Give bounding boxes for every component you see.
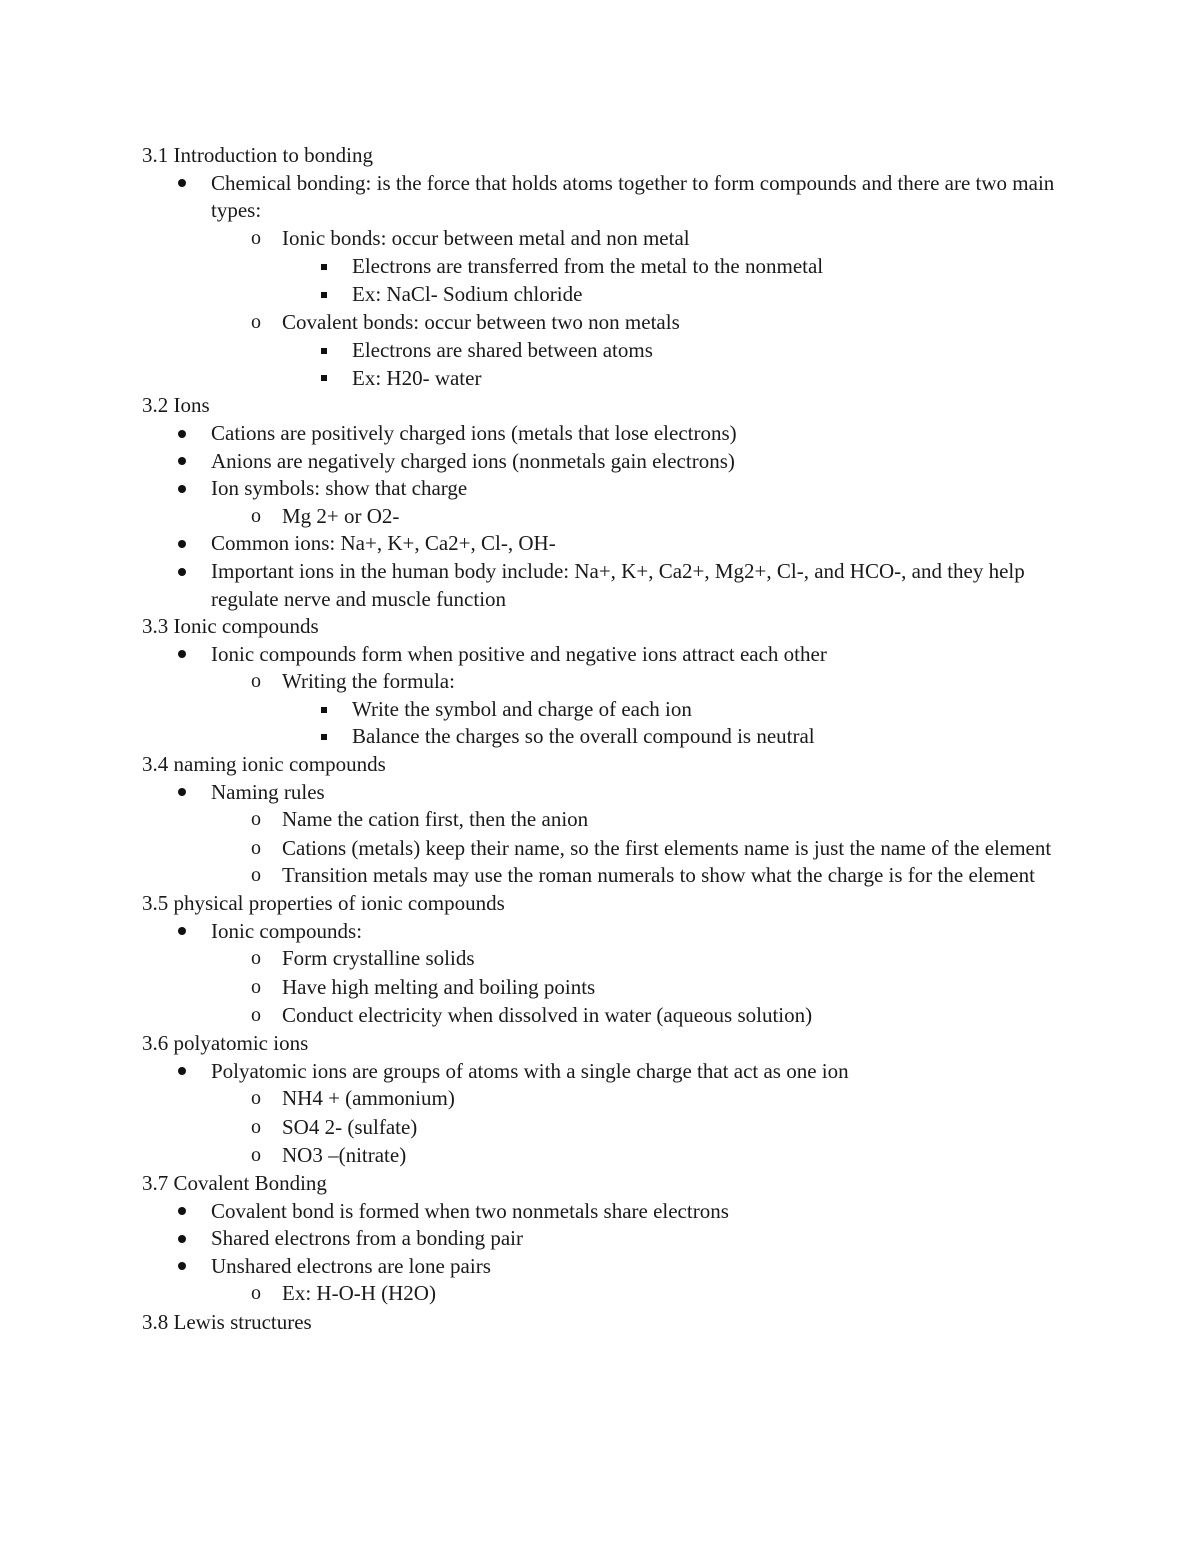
list-item-text: Unshared electrons are lone pairs — [211, 1253, 491, 1278]
list-item — [142, 1198, 1062, 1226]
square-bullet-icon — [314, 337, 334, 365]
list-item — [142, 503, 1062, 531]
list-item-text: Write the symbol and charge of each ion — [352, 696, 692, 721]
list-item — [142, 1280, 1062, 1308]
section-heading: 3.7 Covalent Bonding — [142, 1170, 327, 1195]
square-bullet-icon — [314, 281, 334, 309]
circle-bullet-icon: o — [251, 1282, 261, 1305]
list-item — [142, 723, 1062, 751]
list-item — [142, 1058, 1062, 1086]
bullet-icon — [172, 448, 192, 476]
list-item — [142, 835, 1062, 863]
list-item-text: Balance the charges so the overall compound is neutral — [352, 724, 815, 749]
list-item-text: Ex: H20- water — [352, 365, 482, 390]
list-item — [142, 170, 1062, 225]
section-heading: 3.2 Ions — [142, 393, 210, 418]
list-item — [142, 1142, 1062, 1170]
list-item — [142, 862, 1062, 890]
list-item — [142, 558, 1062, 613]
list-item — [142, 641, 1062, 669]
list-item-text: Ionic bonds: occur between metal and non metal — [282, 225, 690, 250]
circle-bullet-icon: o — [251, 808, 261, 831]
bullet-icon — [172, 530, 192, 558]
circle-bullet-icon: o — [251, 836, 261, 859]
list-item — [142, 309, 1062, 337]
section-heading: 3.3 Ionic compounds — [142, 614, 319, 639]
list-item-text: Covalent bond is formed when two nonmetals share electrons — [211, 1198, 729, 1223]
list-item — [142, 1002, 1062, 1030]
list-item — [142, 253, 1062, 281]
bullet-icon — [172, 1198, 192, 1226]
circle-bullet-icon: o — [251, 864, 261, 887]
list-item-text: Ex: NaCl- Sodium chloride — [352, 281, 583, 306]
list-item-text: Shared electrons from a bonding pair — [211, 1226, 523, 1251]
square-bullet-icon — [314, 253, 334, 281]
bullet-icon — [172, 1225, 192, 1253]
list-item-text: Naming rules — [211, 779, 325, 804]
list-item-text: Have high melting and boiling points — [282, 974, 596, 999]
list-item-text: Mg 2+ or O2- — [282, 503, 400, 528]
bullet-icon — [172, 1253, 192, 1281]
list-item-text: NO3 –(nitrate) — [282, 1143, 407, 1168]
list-item-text: Chemical bonding: is the force that holds atoms together to form compounds and there are two main types: — [211, 170, 1055, 223]
list-item-text: Transition metals may use the roman numerals to show what the charge is for the element — [282, 863, 1035, 888]
section-heading: 3.6 polyatomic ions — [142, 1031, 309, 1055]
list-item-text: Important ions in the human body include: Na+, K+, Ca2+, Mg2+, Cl-, and HCO-, and they help regulate nerve and muscle function — [211, 558, 1025, 611]
list-item-text: Ion symbols: show that charge — [211, 476, 468, 501]
bullet-icon — [172, 170, 192, 198]
circle-bullet-icon: o — [251, 1087, 261, 1110]
list-item — [142, 974, 1062, 1002]
document-body — [142, 142, 1062, 1337]
list-item — [142, 696, 1062, 724]
list-item — [142, 225, 1062, 253]
list-item — [142, 918, 1062, 946]
list-item — [142, 1225, 1062, 1253]
circle-bullet-icon: o — [251, 310, 261, 333]
list-item — [142, 779, 1062, 807]
section-heading: 3.1 Introduction to bonding — [142, 143, 373, 167]
list-item — [142, 668, 1062, 696]
list-item — [142, 337, 1062, 365]
circle-bullet-icon: o — [251, 226, 261, 249]
square-bullet-icon — [314, 696, 334, 724]
list-item-text: Anions are negatively charged ions (nonmetals gain electrons) — [211, 448, 735, 473]
circle-bullet-icon: o — [251, 1004, 261, 1027]
list-item — [142, 1114, 1062, 1142]
list-item-text: Ex: H-O-H (H2O) — [282, 1281, 436, 1306]
bullet-icon — [172, 779, 192, 807]
list-item — [142, 448, 1062, 476]
list-item-text: Electrons are transferred from the metal to the nonmetal — [352, 254, 824, 279]
list-item-text: Conduct electricity when dissolved in water (aqueous solution) — [282, 1003, 813, 1028]
list-item-text: Polyatomic ions are groups of atoms with a single charge that act as one ion — [211, 1058, 849, 1083]
list-item — [142, 945, 1062, 973]
bullet-icon — [172, 420, 192, 448]
list-item — [142, 1253, 1062, 1281]
section-heading: 3.4 naming ionic compounds — [142, 752, 386, 777]
bullet-icon — [172, 1058, 192, 1086]
list-item — [142, 1085, 1062, 1113]
list-item — [142, 530, 1062, 558]
bullet-icon — [172, 918, 192, 946]
circle-bullet-icon: o — [251, 975, 261, 998]
circle-bullet-icon: o — [251, 1144, 261, 1167]
list-item-text: Writing the formula: — [282, 669, 455, 694]
list-item — [142, 806, 1062, 834]
list-item-text: Covalent bonds: occur between two non metals — [282, 309, 680, 334]
square-bullet-icon — [314, 365, 334, 393]
list-item-text: Cations (metals) keep their name, so the first elements name is just the name of the element — [282, 835, 1052, 860]
list-item — [142, 475, 1062, 503]
square-bullet-icon — [314, 723, 334, 751]
list-item-text: Ionic compounds form when positive and negative ions attract each other — [211, 641, 827, 666]
circle-bullet-icon: o — [251, 1115, 261, 1138]
list-item-text: SO4 2- (sulfate) — [282, 1114, 418, 1139]
circle-bullet-icon: o — [251, 670, 261, 693]
list-item-text: Cations are positively charged ions (metals that lose electrons) — [211, 420, 737, 445]
list-item-text: Common ions: Na+, K+, Ca2+, Cl-, OH- — [211, 531, 556, 556]
list-item-text: Electrons are shared between atoms — [352, 338, 653, 363]
bullet-icon — [172, 641, 192, 669]
circle-bullet-icon: o — [251, 504, 261, 527]
list-item — [142, 365, 1062, 393]
section-heading: 3.5 physical properties of ionic compounds — [142, 891, 505, 916]
section-heading: 3.8 Lewis structures — [142, 1309, 312, 1334]
list-item-text: Name the cation first, then the anion — [282, 807, 589, 832]
list-item-text: NH4 + (ammonium) — [282, 1086, 455, 1111]
list-item-text: Form crystalline solids — [282, 946, 475, 971]
list-item — [142, 281, 1062, 309]
bullet-icon — [172, 475, 192, 503]
list-item-text: Ionic compounds: — [211, 918, 363, 943]
bullet-icon — [172, 558, 192, 586]
circle-bullet-icon: o — [251, 947, 261, 970]
list-item — [142, 420, 1062, 448]
